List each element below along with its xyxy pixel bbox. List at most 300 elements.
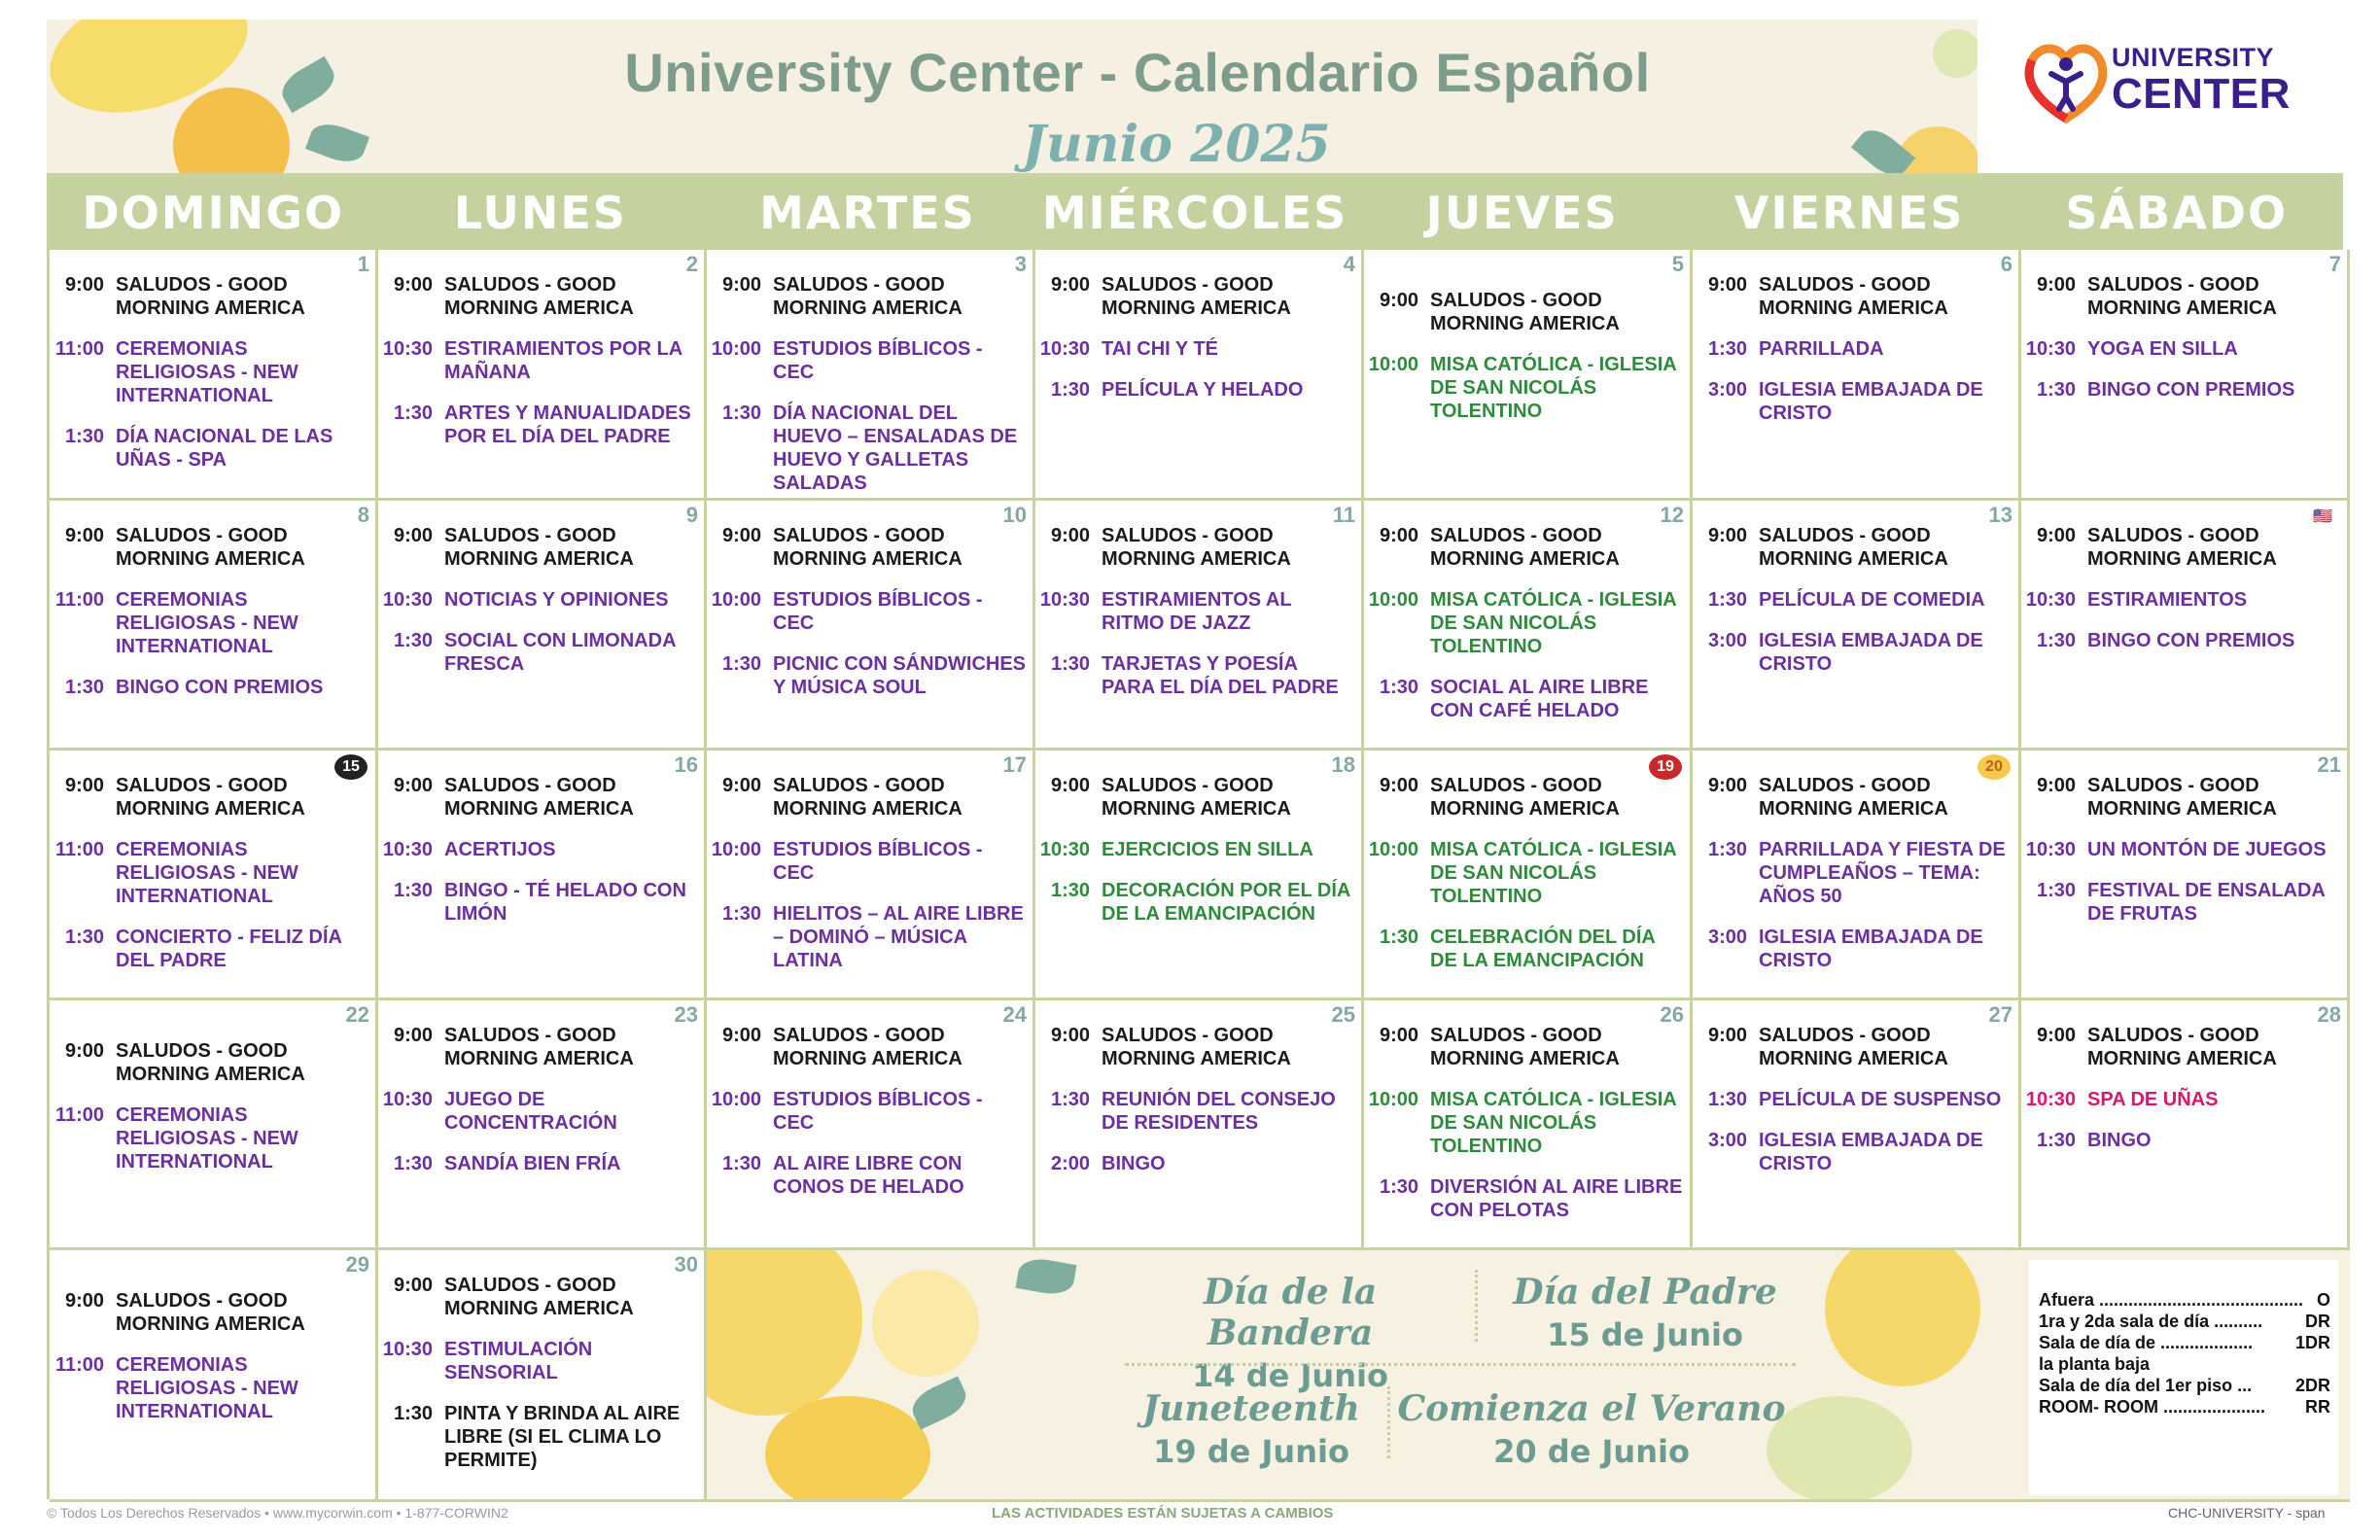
event-time: 9:00 xyxy=(2036,1025,2076,1046)
event-item xyxy=(50,273,375,320)
event-title: SALUDOS - GOOD MORNING AMERICA xyxy=(773,1025,962,1069)
event-list xyxy=(2021,774,2347,926)
weekday-header: SÁBADO xyxy=(2065,187,2289,239)
event-title: ESTUDIOS BÍBLICOS - CEC xyxy=(773,338,983,383)
event-title: CEREMONIAS RELIGIOSAS - NEW INTERNATIONAL xyxy=(116,1104,298,1172)
event-title: SPA DE UÑAS xyxy=(2087,1089,2219,1110)
event-list xyxy=(1693,273,2018,425)
event-item xyxy=(1035,838,1361,861)
event-list xyxy=(1364,289,1690,423)
event-time: 11:00 xyxy=(54,589,104,611)
event-title: SALUDOS - GOOD MORNING AMERICA xyxy=(116,525,305,570)
event-title: SALUDOS - GOOD MORNING AMERICA xyxy=(116,274,305,319)
event-time: 1:30 xyxy=(1707,1089,1747,1110)
event-item xyxy=(378,774,704,821)
event-item xyxy=(1364,1024,1690,1070)
event-title: MISA CATÓLICA - IGLESIA DE SAN NICOLÁS TOLENTINO xyxy=(1430,839,1676,907)
lemon-slice-decoration xyxy=(872,1270,979,1377)
footer-copyright: © Todos Los Derechos Reservados • www.mycorwin.com • 1-877-CORWIN2 xyxy=(47,1505,508,1521)
event-item xyxy=(1364,588,1690,658)
weekday-header-row xyxy=(50,176,2340,250)
event-title: SALUDOS - GOOD MORNING AMERICA xyxy=(1759,525,1948,570)
event-item xyxy=(1693,1088,2018,1111)
day-cell xyxy=(50,250,378,501)
day-cell xyxy=(50,1250,378,1502)
event-title: SALUDOS - GOOD MORNING AMERICA xyxy=(444,775,634,820)
footer-notice: LAS ACTIVIDADES ESTÁN SUJETAS A CAMBIOS xyxy=(992,1505,1334,1522)
event-list xyxy=(707,1024,1032,1199)
event-item xyxy=(1693,926,2018,972)
leaf-decoration xyxy=(305,118,369,168)
event-item xyxy=(1035,588,1361,635)
event-time: 9:00 xyxy=(393,1025,433,1046)
event-time: 9:00 xyxy=(1379,775,1418,796)
event-title: SALUDOS - GOOD MORNING AMERICA xyxy=(1759,274,1948,319)
event-time: 3:00 xyxy=(1707,1130,1747,1151)
event-title: IGLESIA EMBAJADA DE CRISTO xyxy=(1759,379,1983,424)
event-time: 9:00 xyxy=(1379,290,1418,311)
event-list xyxy=(378,1274,704,1472)
event-item xyxy=(2021,1129,2347,1152)
event-time: 10:00 xyxy=(1368,589,1418,611)
day-cell xyxy=(1364,751,1693,1000)
event-time: 9:00 xyxy=(1050,525,1090,546)
event-item xyxy=(1364,926,1690,972)
day-number: 6 xyxy=(2000,252,2012,276)
event-title: SALUDOS - GOOD MORNING AMERICA xyxy=(116,1040,305,1085)
day-number: 16 xyxy=(674,752,698,777)
event-item xyxy=(1693,524,2018,571)
weekday-header: DOMINGO xyxy=(82,187,345,239)
event-title: IGLESIA EMBAJADA DE CRISTO xyxy=(1759,630,1983,675)
day-number: 11 xyxy=(1332,503,1355,527)
leaf-decoration xyxy=(1015,1255,1076,1298)
event-item xyxy=(707,838,1032,885)
event-title: BINGO xyxy=(2087,1130,2152,1151)
event-time: 9:00 xyxy=(393,274,433,296)
event-time: 10:30 xyxy=(1039,589,1090,611)
holiday-date: 14 de Junio xyxy=(1192,1357,1388,1394)
event-time: 1:30 xyxy=(1707,589,1747,611)
event-list xyxy=(2021,1024,2347,1152)
event-title: SALUDOS - GOOD MORNING AMERICA xyxy=(116,1290,305,1335)
event-time: 9:00 xyxy=(1707,525,1747,546)
event-item xyxy=(2021,1024,2347,1070)
event-title: TARJETAS Y POESÍA PARA EL DÍA DEL PADRE xyxy=(1102,653,1339,698)
event-time: 1:30 xyxy=(393,402,433,424)
event-title: YOGA EN SILLA xyxy=(2087,338,2238,360)
logo-wordmark xyxy=(2112,45,2291,116)
event-title: PELÍCULA DE COMEDIA xyxy=(1759,589,1985,611)
event-item xyxy=(2021,337,2347,361)
event-title: ESTUDIOS BÍBLICOS - CEC xyxy=(773,839,983,884)
day-cell xyxy=(1364,1000,1693,1250)
event-item xyxy=(1693,273,2018,320)
heart-icon: 19 xyxy=(1649,754,1682,780)
lemon-slice-decoration xyxy=(1933,29,1978,78)
event-time: 1:30 xyxy=(393,630,433,651)
holiday-date: 19 de Junio xyxy=(1153,1433,1349,1470)
event-time: 11:00 xyxy=(54,1104,104,1126)
event-time: 9:00 xyxy=(64,775,104,796)
dotted-divider xyxy=(1125,1363,1796,1366)
event-time: 9:00 xyxy=(393,525,433,546)
holiday-name: Día del Padre xyxy=(1513,1272,1777,1312)
page-title: University Center - Calendario Español xyxy=(624,42,1651,103)
event-item xyxy=(50,337,375,407)
event-title: SOCIAL AL AIRE LIBRE CON CAFÉ HELADO xyxy=(1430,677,1649,721)
event-list xyxy=(1364,524,1690,722)
event-item xyxy=(1693,1129,2018,1175)
event-time: 10:30 xyxy=(1039,839,1090,860)
event-time: 9:00 xyxy=(721,525,761,546)
day-number: 18 xyxy=(1331,752,1355,777)
weekday-header: JUEVES xyxy=(1425,187,1619,239)
event-time: 10:30 xyxy=(2025,338,2076,360)
event-time: 1:30 xyxy=(64,426,104,447)
day-number: 17 xyxy=(1002,752,1027,777)
event-title: CELEBRACIÓN DEL DÍA DE LA EMANCIPACIÓN xyxy=(1430,927,1656,971)
event-title: SALUDOS - GOOD MORNING AMERICA xyxy=(1102,274,1291,319)
promo-background xyxy=(707,1250,2350,1499)
event-item xyxy=(1364,353,1690,423)
event-item xyxy=(1364,1175,1690,1222)
event-item xyxy=(1035,1024,1361,1070)
event-title: SALUDOS - GOOD MORNING AMERICA xyxy=(2087,274,2277,319)
day-cell xyxy=(378,501,707,751)
event-title: CEREMONIAS RELIGIOSAS - NEW INTERNATIONAL xyxy=(116,1354,298,1422)
event-time: 11:00 xyxy=(54,839,104,860)
holiday-juneteenth xyxy=(1135,1388,1368,1470)
event-title: ESTUDIOS BÍBLICOS - CEC xyxy=(773,1089,983,1134)
event-time: 10:30 xyxy=(382,1339,433,1360)
event-title: MISA CATÓLICA - IGLESIA DE SAN NICOLÁS TOLENTINO xyxy=(1430,1089,1676,1157)
event-title: BINGO CON PREMIOS xyxy=(2087,630,2295,651)
event-list xyxy=(2021,273,2347,402)
day-number: 7 xyxy=(2328,252,2341,276)
event-title: BINGO - TÉ HELADO CON LIMÓN xyxy=(444,880,686,925)
event-title: SALUDOS - GOOD MORNING AMERICA xyxy=(1102,1025,1291,1069)
event-time: 10:30 xyxy=(2025,1089,2076,1110)
event-title: PELÍCULA DE SUSPENSO xyxy=(1759,1089,2002,1110)
event-time: 9:00 xyxy=(64,525,104,546)
event-item xyxy=(1693,838,2018,908)
event-list xyxy=(1364,774,1690,972)
event-item xyxy=(707,1024,1032,1070)
event-item xyxy=(378,588,704,612)
lemon-decoration xyxy=(1767,1396,1912,1499)
event-item xyxy=(2021,378,2347,402)
day-cell xyxy=(2021,751,2350,1000)
day-number: 30 xyxy=(674,1252,698,1277)
event-list xyxy=(1364,1024,1690,1222)
event-item xyxy=(1035,273,1361,320)
leaf-decoration xyxy=(907,1376,972,1429)
event-item xyxy=(707,524,1032,571)
event-title: MISA CATÓLICA - IGLESIA DE SAN NICOLÁS TOLENTINO xyxy=(1430,589,1676,657)
event-item xyxy=(378,1402,704,1472)
event-time: 1:30 xyxy=(1050,379,1090,401)
day-cell xyxy=(2021,1000,2350,1250)
day-number: 8 xyxy=(357,503,369,527)
event-item xyxy=(50,676,375,699)
weekday-header: LUNES xyxy=(453,187,627,239)
event-title: BINGO CON PREMIOS xyxy=(116,677,324,698)
event-item xyxy=(378,1024,704,1070)
event-time: 10:00 xyxy=(1368,1089,1418,1110)
event-title: PICNIC CON SÁNDWICHES Y MÚSICA SOUL xyxy=(773,653,1027,698)
event-item xyxy=(1035,1152,1361,1175)
event-title: BINGO xyxy=(1102,1153,1166,1174)
event-item xyxy=(378,524,704,571)
event-title: SALUDOS - GOOD MORNING AMERICA xyxy=(1759,1025,1948,1069)
event-list xyxy=(378,524,704,676)
event-time: 1:30 xyxy=(721,402,761,424)
event-item xyxy=(1693,629,2018,676)
event-item xyxy=(1693,588,2018,612)
holiday-name: Día de la Bandera xyxy=(1203,1272,1378,1353)
event-time: 10:00 xyxy=(1368,354,1418,375)
event-title: CONCIERTO - FELIZ DÍA DEL PADRE xyxy=(116,927,342,971)
day-cell xyxy=(707,1000,1035,1250)
day-cell xyxy=(1364,250,1693,501)
leaf-decoration xyxy=(275,56,340,113)
event-time: 9:00 xyxy=(393,1275,433,1296)
event-time: 10:30 xyxy=(382,589,433,611)
event-time: 9:00 xyxy=(393,775,433,796)
event-item xyxy=(1364,1088,1690,1158)
event-time: 1:30 xyxy=(1379,927,1418,948)
event-time: 10:30 xyxy=(382,338,433,360)
event-list xyxy=(50,774,375,972)
event-list xyxy=(1035,273,1361,402)
event-item xyxy=(1035,378,1361,402)
event-title: BINGO CON PREMIOS xyxy=(2087,379,2295,401)
day-cell xyxy=(50,751,378,1000)
day-number: 9 xyxy=(685,503,698,527)
event-time: 1:30 xyxy=(64,677,104,698)
event-item xyxy=(1035,774,1361,821)
event-item xyxy=(378,1274,704,1320)
event-time: 1:30 xyxy=(1050,1089,1090,1110)
day-number: 4 xyxy=(1343,252,1355,276)
event-title: SALUDOS - GOOD MORNING AMERICA xyxy=(773,775,962,820)
event-time: 1:30 xyxy=(393,880,433,901)
legend-row: Sala de día del 1er piso ... 2DR xyxy=(2039,1376,2330,1395)
event-item xyxy=(1035,652,1361,699)
event-time: 10:00 xyxy=(711,338,761,360)
event-time: 9:00 xyxy=(64,274,104,296)
event-title: PARRILLADA xyxy=(1759,338,1884,360)
event-item xyxy=(2021,838,2347,861)
weekday-header: MARTES xyxy=(759,187,976,239)
day-number: 5 xyxy=(1671,252,1684,276)
event-time: 1:30 xyxy=(1379,1176,1418,1198)
event-item xyxy=(378,838,704,861)
event-time: 10:00 xyxy=(1368,839,1418,860)
event-item xyxy=(50,588,375,658)
event-time: 10:30 xyxy=(2025,589,2076,611)
day-cell xyxy=(1693,501,2021,751)
event-title: SALUDOS - GOOD MORNING AMERICA xyxy=(444,274,634,319)
event-item xyxy=(50,774,375,821)
event-time: 10:30 xyxy=(382,1089,433,1110)
event-title: SOCIAL CON LIMONADA FRESCA xyxy=(444,630,676,675)
event-title: SANDÍA BIEN FRÍA xyxy=(444,1153,621,1174)
event-time: 1:30 xyxy=(393,1403,433,1424)
month-subtitle: Junio 2025 xyxy=(1022,115,1331,174)
event-item xyxy=(707,902,1032,972)
event-title: SALUDOS - GOOD MORNING AMERICA xyxy=(2087,525,2277,570)
event-item xyxy=(2021,524,2347,571)
event-list xyxy=(1693,1024,2018,1175)
event-title: ESTIRAMIENTOS AL RITMO DE JAZZ xyxy=(1102,589,1292,634)
event-list xyxy=(378,273,704,448)
event-time: 9:00 xyxy=(721,1025,761,1046)
room-legend xyxy=(2029,1260,2338,1495)
legend-row: Afuera .......................................... O xyxy=(2039,1290,2330,1310)
event-time: 3:00 xyxy=(1707,379,1747,401)
lemon-slice-decoration xyxy=(173,88,290,175)
holiday-name: Juneteenth xyxy=(1142,1388,1360,1429)
event-item xyxy=(707,337,1032,384)
event-time: 9:00 xyxy=(2036,775,2076,796)
event-time: 9:00 xyxy=(1379,1025,1418,1046)
event-item xyxy=(1693,378,2018,425)
day-number: 13 xyxy=(1988,503,2012,527)
day-cell xyxy=(1364,501,1693,751)
event-time: 9:00 xyxy=(64,1040,104,1062)
event-item xyxy=(707,1088,1032,1135)
event-item xyxy=(1693,337,2018,361)
event-time: 3:00 xyxy=(1707,630,1747,651)
day-number: 28 xyxy=(2317,1002,2341,1027)
event-title: DIVERSIÓN AL AIRE LIBRE CON PELOTAS xyxy=(1430,1176,1683,1221)
sun-icon: 20 xyxy=(1978,754,2011,780)
weekday-header: MIÉRCOLES xyxy=(1041,187,1348,239)
event-title: CEREMONIAS RELIGIOSAS - NEW INTERNATIONAL xyxy=(116,839,298,907)
event-item xyxy=(2021,629,2347,652)
event-item xyxy=(50,425,375,472)
day-cell xyxy=(378,250,707,501)
event-time: 1:30 xyxy=(2036,379,2076,401)
event-item xyxy=(1364,838,1690,908)
event-title: SALUDOS - GOOD MORNING AMERICA xyxy=(1430,1025,1620,1069)
event-title: AL AIRE LIBRE CON CONOS DE HELADO xyxy=(773,1153,964,1198)
event-time: 10:30 xyxy=(2025,839,2076,860)
event-title: SALUDOS - GOOD MORNING AMERICA xyxy=(444,1025,634,1069)
event-title: SALUDOS - GOOD MORNING AMERICA xyxy=(1430,775,1620,820)
event-list xyxy=(1035,524,1361,699)
legend-row: la planta baja xyxy=(2039,1354,2151,1374)
day-cell xyxy=(707,751,1035,1000)
day-number: 21 xyxy=(2317,752,2341,777)
event-time: 9:00 xyxy=(721,274,761,296)
day-cell xyxy=(1035,250,1364,501)
event-title: NOTICIAS Y OPINIONES xyxy=(444,589,669,611)
event-title: SALUDOS - GOOD MORNING AMERICA xyxy=(444,1275,634,1319)
holiday-date: 20 de Junio xyxy=(1493,1433,1690,1470)
event-time: 10:00 xyxy=(711,839,761,860)
event-title: SALUDOS - GOOD MORNING AMERICA xyxy=(2087,1025,2277,1069)
event-title: ACERTIJOS xyxy=(444,839,556,860)
event-item xyxy=(378,402,704,448)
event-title: SALUDOS - GOOD MORNING AMERICA xyxy=(1102,525,1291,570)
event-time: 9:00 xyxy=(1707,775,1747,796)
event-list xyxy=(1035,774,1361,926)
day-cell xyxy=(1693,751,2021,1000)
event-item xyxy=(2021,879,2347,926)
event-title: CEREMONIAS RELIGIOSAS - NEW INTERNATIONAL xyxy=(116,338,298,406)
day-number: 25 xyxy=(1331,1002,1355,1027)
event-item xyxy=(2021,774,2347,821)
event-list xyxy=(378,1024,704,1175)
event-list xyxy=(707,774,1032,972)
event-title: JUEGO DE CONCENTRACIÓN xyxy=(444,1089,617,1134)
event-title: SALUDOS - GOOD MORNING AMERICA xyxy=(773,525,962,570)
event-title: FESTIVAL DE ENSALADA DE FRUTAS xyxy=(2087,880,2326,925)
event-item xyxy=(378,1088,704,1135)
event-title: SALUDOS - GOOD MORNING AMERICA xyxy=(1759,775,1948,820)
event-item xyxy=(1364,289,1690,335)
event-item xyxy=(1035,524,1361,571)
day-number: 2 xyxy=(685,252,698,276)
event-title: SALUDOS - GOOD MORNING AMERICA xyxy=(2087,775,2277,820)
event-title: SALUDOS - GOOD MORNING AMERICA xyxy=(116,775,305,820)
calendar-grid xyxy=(47,173,2343,1499)
event-list xyxy=(50,273,375,472)
event-list xyxy=(1693,774,2018,972)
event-time: 9:00 xyxy=(2036,525,2076,546)
event-item xyxy=(378,1338,704,1384)
event-item xyxy=(378,337,704,384)
day-cell xyxy=(1035,751,1364,1000)
event-time: 11:00 xyxy=(54,1354,104,1376)
day-cell xyxy=(1035,501,1364,751)
event-time: 10:00 xyxy=(711,589,761,611)
event-item xyxy=(50,838,375,908)
day-number: 22 xyxy=(345,1002,369,1027)
event-title: DÍA NACIONAL DE LAS UÑAS - SPA xyxy=(116,426,333,471)
event-title: IGLESIA EMBAJADA DE CRISTO xyxy=(1759,927,1983,971)
event-time: 1:30 xyxy=(1707,338,1747,360)
event-time: 10:00 xyxy=(711,1089,761,1110)
event-title: PINTA Y BRINDA AL AIRE LIBRE (SI EL CLIMA LO PERMITE) xyxy=(444,1403,681,1471)
event-list xyxy=(50,1039,375,1173)
day-number: 27 xyxy=(1988,1002,2012,1027)
holiday-flag-day xyxy=(1125,1272,1455,1394)
event-list xyxy=(1693,524,2018,676)
event-item xyxy=(2021,273,2347,320)
event-item xyxy=(378,629,704,676)
event-time: 1:30 xyxy=(1379,677,1418,698)
weekday-header: VIERNES xyxy=(1733,187,1965,239)
event-title: SALUDOS - GOOD MORNING AMERICA xyxy=(1430,290,1620,334)
event-title: SALUDOS - GOOD MORNING AMERICA xyxy=(773,274,962,319)
event-time: 1:30 xyxy=(1050,880,1090,901)
event-time: 1:30 xyxy=(721,1153,761,1174)
event-title: DÍA NACIONAL DEL HUEVO – ENSALADAS DE HUEVO Y GALLETAS SALADAS xyxy=(773,402,1018,494)
event-time: 9:00 xyxy=(721,775,761,796)
holiday-date: 15 de Junio xyxy=(1547,1316,1743,1353)
day-cell xyxy=(378,1000,707,1250)
day-cell xyxy=(1035,1000,1364,1250)
event-item xyxy=(1693,1024,2018,1070)
event-time: 1:30 xyxy=(393,1153,433,1174)
logo-line-1: UNIVERSITY xyxy=(2112,43,2275,72)
lemon-slice-decoration xyxy=(707,1250,862,1416)
event-item xyxy=(707,774,1032,821)
